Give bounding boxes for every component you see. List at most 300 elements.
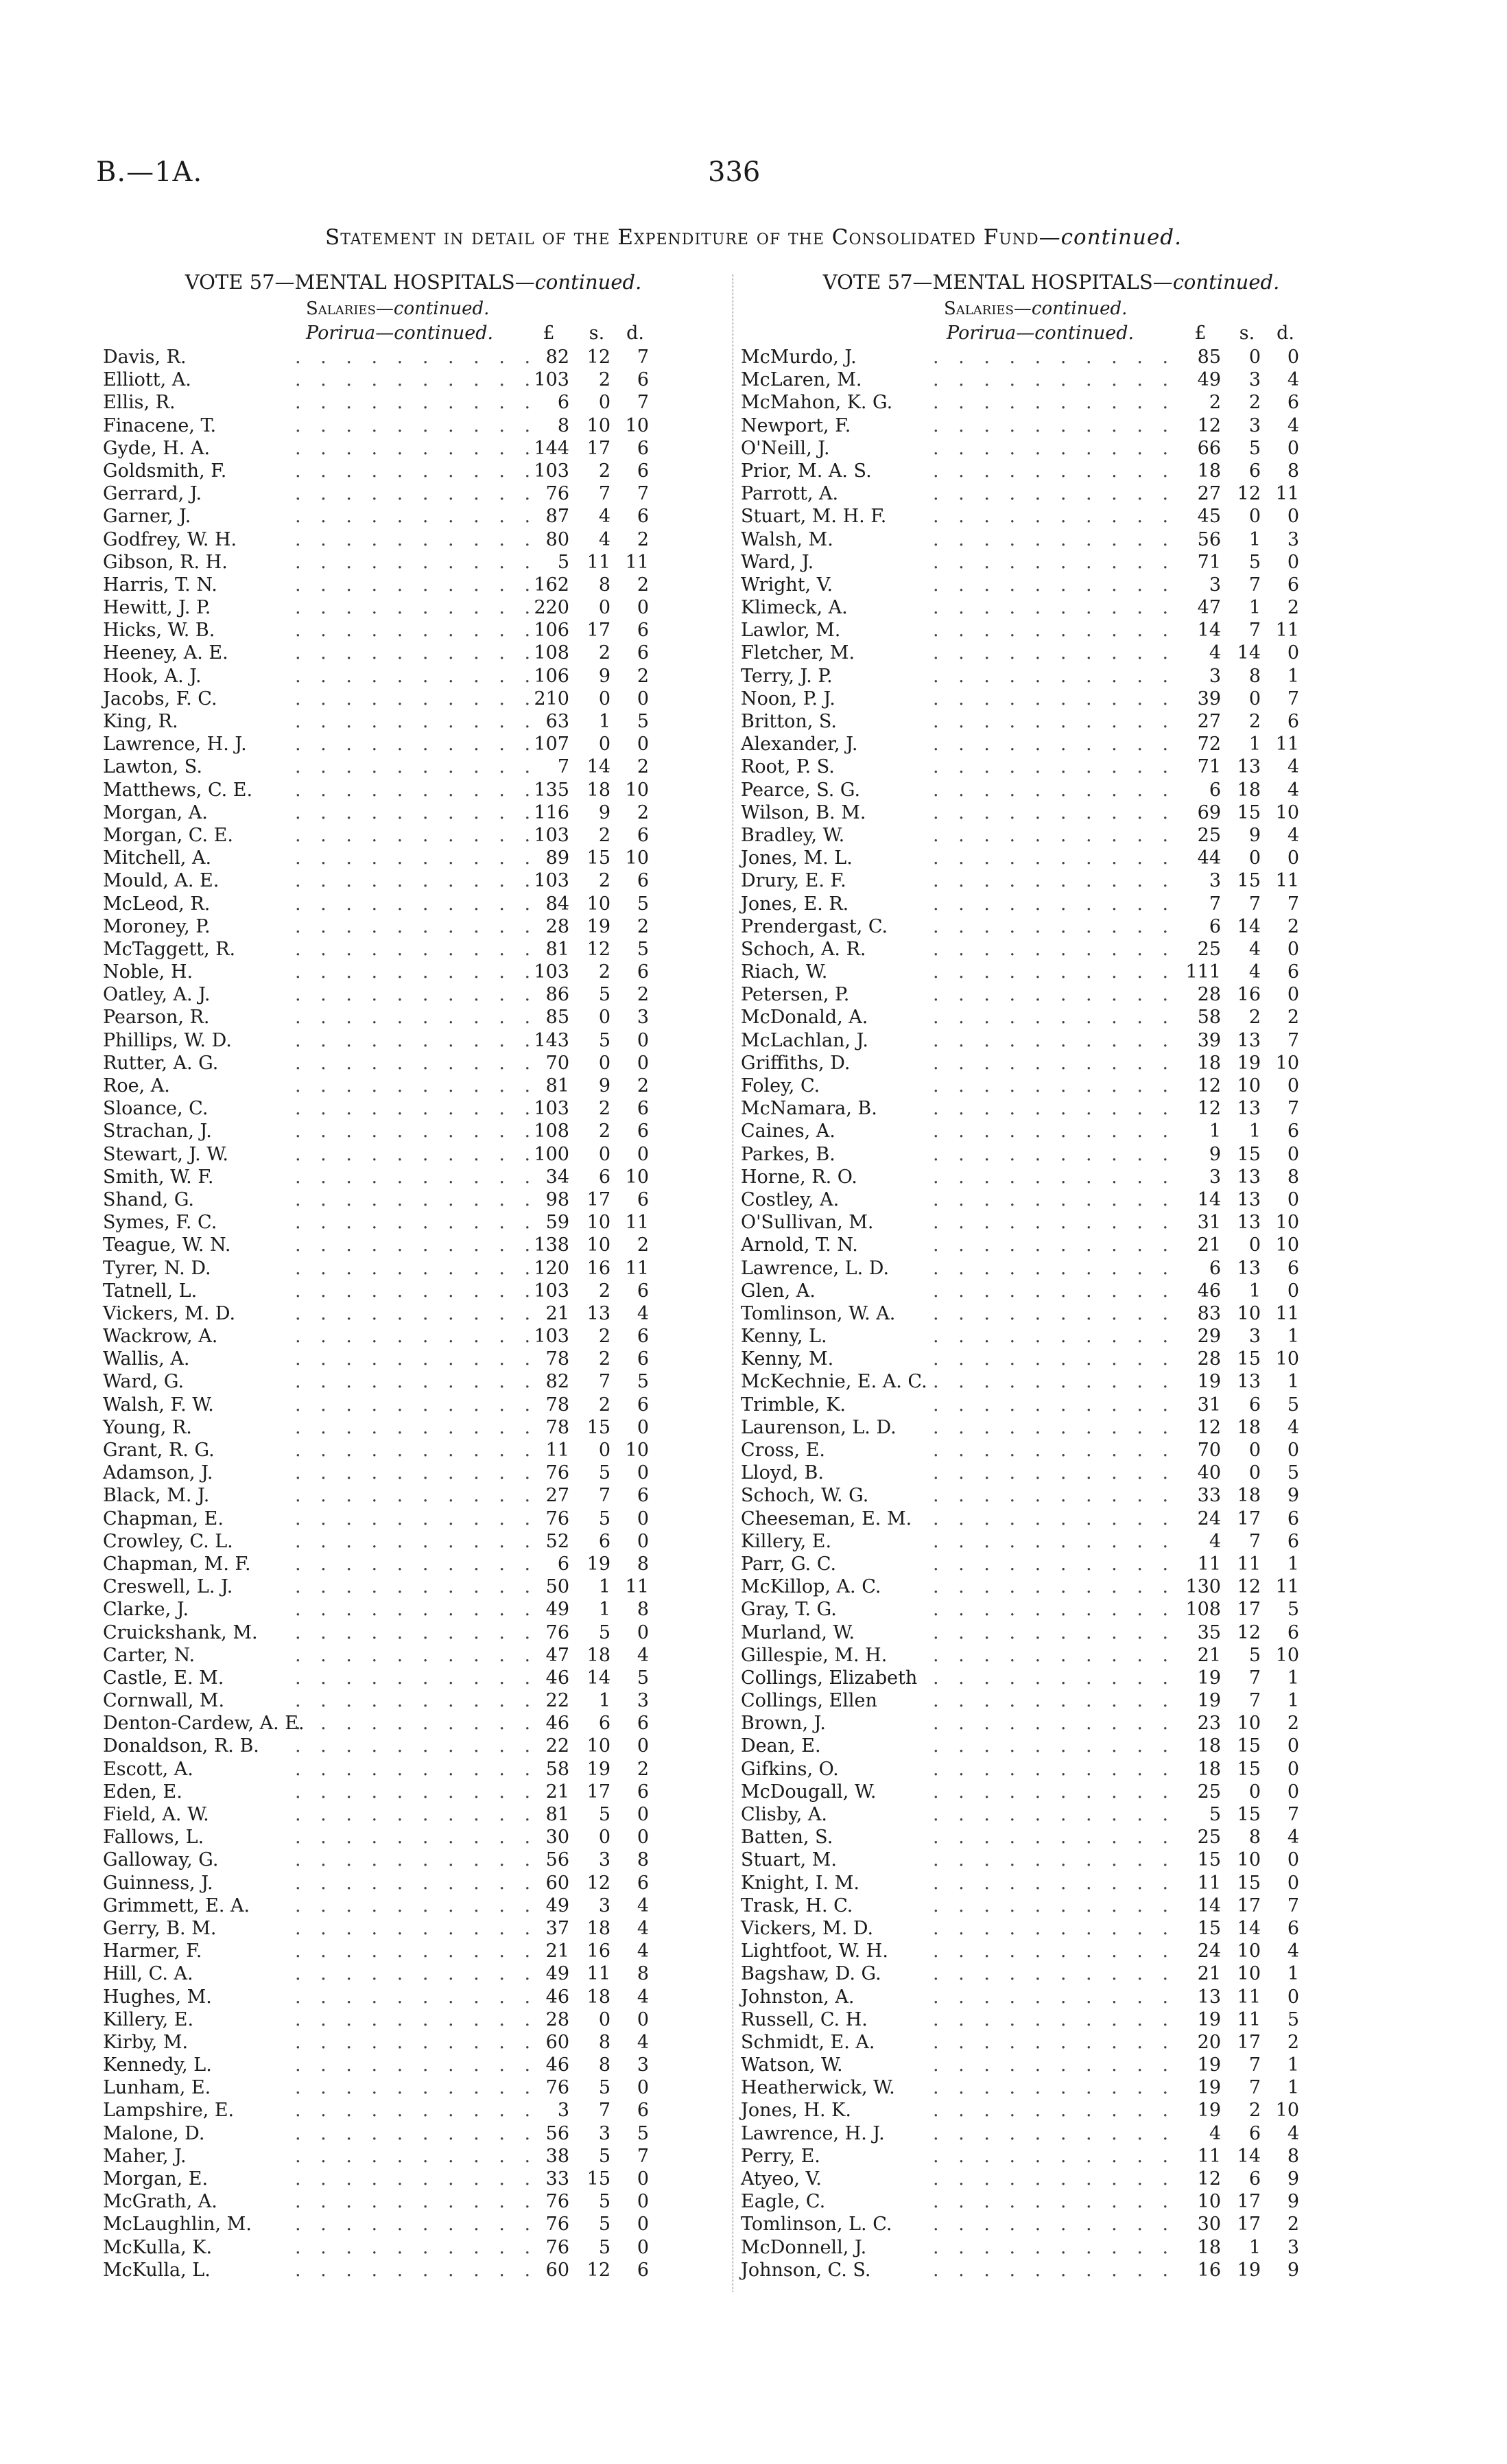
table-row	[741, 1962, 1362, 1985]
table-row	[741, 2008, 1362, 2031]
amount-shillings: 12	[1237, 1576, 1261, 1598]
table-row	[103, 619, 724, 642]
table-row	[741, 2122, 1362, 2145]
employee-name: Riach, W.	[741, 961, 828, 983]
vote-heading-lead: VOTE 57—MENTAL HOSPITALS—	[185, 270, 535, 294]
leader-dots: . . . . . . . . . .	[295, 620, 538, 642]
leader-dots: . . . . . . . . . .	[295, 347, 538, 368]
amount-shillings: 6	[598, 1166, 610, 1188]
amount-pounds: 18	[1197, 1758, 1221, 1780]
amount-pounds: 135	[534, 779, 569, 801]
vote-heading	[103, 268, 724, 296]
amount-pounds: 46	[545, 1667, 569, 1689]
leader-dots: . . . . . . . . . .	[933, 460, 1176, 482]
table-row	[103, 2076, 724, 2099]
amount-shillings: 15	[586, 2168, 610, 2190]
table-row	[103, 642, 724, 664]
employee-name: McTaggett, R.	[103, 938, 236, 960]
amount-shillings: 0	[1248, 847, 1261, 869]
amount-pence: 6	[637, 961, 649, 983]
amount-shillings: 0	[598, 2008, 610, 2030]
amount-pence: 0	[1287, 1075, 1299, 1096]
table-row	[103, 779, 724, 801]
amount-pounds: 6	[1209, 779, 1221, 801]
table-row	[741, 1917, 1362, 1940]
amount-pounds: 44	[1197, 847, 1221, 869]
amount-pounds: 22	[545, 1735, 569, 1757]
table-row	[741, 619, 1362, 642]
amount-pence: 0	[637, 734, 649, 755]
table-row	[741, 1166, 1362, 1188]
amount-pence: 9	[1287, 2259, 1299, 2281]
amount-pounds: 31	[1197, 1394, 1221, 1416]
leader-dots: . . . . . . . . . .	[933, 347, 1176, 368]
amount-pence: 6	[637, 1872, 649, 1894]
amount-pounds: 56	[545, 1849, 569, 1871]
amount-pounds: 4	[1209, 2122, 1221, 2144]
amount-pence: 0	[637, 1029, 649, 1051]
amount-pence: 5	[637, 711, 649, 732]
leader-dots: . . . . . . . . . .	[295, 961, 538, 983]
amount-shillings: 6	[1248, 1394, 1261, 1416]
table-row	[103, 1120, 724, 1142]
amount-shillings: 14	[1237, 2145, 1261, 2167]
table-row	[103, 733, 724, 755]
amount-shillings: 11	[1237, 1986, 1261, 2008]
table-row	[741, 1667, 1362, 1689]
amount-shillings: 18	[586, 1917, 610, 1939]
table-row	[103, 2099, 724, 2122]
leader-dots: . . . . . . . . . .	[295, 1644, 538, 1666]
table-row	[741, 1302, 1362, 1325]
leader-dots: . . . . . . . . . .	[933, 2031, 1176, 2053]
leader-dots: . . . . . . . . . .	[295, 1188, 538, 1210]
amount-shillings: 2	[598, 1394, 610, 1416]
amount-pounds: 25	[1197, 1827, 1221, 1849]
amount-pounds: 7	[557, 756, 569, 778]
employee-name: Cheeseman, E. M.	[741, 1507, 912, 1529]
amount-pounds: 30	[545, 1827, 569, 1849]
amount-pence: 3	[637, 1007, 649, 1029]
amount-pounds: 15	[1197, 1917, 1221, 1939]
leader-dots: . . . . . . . . . .	[933, 1781, 1176, 1803]
employee-name: Field, A. W.	[103, 1804, 209, 1825]
employee-name: Lloyd, B.	[741, 1462, 824, 1484]
amount-shillings: 0	[1248, 688, 1261, 709]
employee-name: Godfrey, W. H.	[103, 528, 237, 550]
amount-shillings: 0	[598, 597, 610, 619]
table-row	[741, 391, 1362, 414]
amount-pence: 6	[1287, 392, 1299, 414]
amount-shillings: 16	[586, 1257, 610, 1279]
employee-name: Gyde, H. A.	[103, 437, 211, 459]
subsection-heading-tail: continued.	[1034, 322, 1135, 344]
amount-pence: 6	[637, 1713, 649, 1735]
amount-shillings: 11	[1237, 2008, 1261, 2030]
leader-dots: . . . . . . . . . .	[933, 597, 1176, 619]
table-row	[103, 2145, 724, 2168]
employee-name: Brown, J.	[741, 1713, 826, 1735]
leader-dots: . . . . . . . . . .	[933, 1098, 1176, 1120]
leader-dots: . . . . . . . . . .	[933, 711, 1176, 732]
table-row	[103, 1211, 724, 1234]
table-row	[741, 414, 1362, 437]
pounds-column-header: £	[543, 322, 555, 344]
amount-pounds: 6	[1209, 1257, 1221, 1279]
amount-shillings: 15	[1237, 1872, 1261, 1894]
table-row	[741, 505, 1362, 528]
amount-pounds: 56	[545, 2122, 569, 2144]
amount-pounds: 76	[545, 1507, 569, 1529]
amount-pence: 4	[1287, 1416, 1299, 1438]
amount-pounds: 100	[534, 1143, 569, 1165]
table-row	[741, 847, 1362, 869]
amount-shillings: 8	[1248, 665, 1261, 687]
employee-name: Hicks, W. B.	[103, 620, 215, 642]
amount-pence: 2	[637, 984, 649, 1006]
leader-dots: . . . . . . . . . .	[933, 1052, 1176, 1074]
table-row	[741, 755, 1362, 778]
amount-pence: 10	[625, 414, 649, 436]
amount-pounds: 3	[1209, 1166, 1221, 1188]
employee-name: Clisby, A.	[741, 1804, 827, 1825]
employee-name: Gerry, B. M.	[103, 1917, 217, 1939]
vote-heading	[741, 268, 1362, 296]
amount-shillings: 7	[598, 1485, 610, 1507]
amount-pence: 4	[637, 1894, 649, 1916]
employee-name: Pearson, R.	[103, 1007, 210, 1029]
employee-name: Denton-Cardew, A. E.	[103, 1713, 305, 1735]
amount-shillings: 7	[1248, 1690, 1261, 1712]
amount-pence: 2	[1287, 2214, 1299, 2236]
table-row	[741, 1553, 1362, 1575]
employee-name: Davis, R.	[103, 347, 187, 368]
leader-dots: . . . . . . . . . .	[933, 1690, 1176, 1712]
amount-pounds: 81	[545, 1075, 569, 1096]
amount-shillings: 5	[598, 2145, 610, 2167]
amount-pounds: 59	[545, 1212, 569, 1234]
shillings-column-header: s.	[1239, 322, 1255, 344]
employee-name: Vickers, M. D.	[741, 1917, 874, 1939]
amount-pence: 6	[1287, 711, 1299, 732]
table-row	[103, 505, 724, 528]
employee-name: Perry, E.	[741, 2145, 820, 2167]
amount-pence: 2	[1287, 915, 1299, 937]
leader-dots: . . . . . . . . . .	[933, 483, 1176, 505]
employee-name: Gibson, R. H.	[103, 551, 228, 573]
amount-pounds: 76	[545, 2191, 569, 2213]
amount-pounds: 210	[534, 688, 569, 709]
amount-pence: 6	[637, 2259, 649, 2281]
amount-pounds: 63	[545, 711, 569, 732]
leader-dots: . . . . . . . . . .	[933, 2008, 1176, 2030]
left-column	[103, 268, 724, 2281]
amount-pence: 7	[1287, 1894, 1299, 1916]
employee-name: Russell, C. H.	[741, 2008, 868, 2030]
employee-name: Johnston, A.	[741, 1986, 855, 2008]
amount-shillings: 0	[598, 1827, 610, 1849]
employee-name: Klimeck, A.	[741, 597, 848, 619]
amount-pounds: 11	[545, 1440, 569, 1461]
amount-pence: 0	[637, 1507, 649, 1529]
employee-name: Goldsmith, F.	[103, 460, 227, 482]
amount-shillings: 6	[598, 1713, 610, 1735]
amount-pounds: 76	[545, 1462, 569, 1484]
table-row	[103, 368, 724, 391]
amount-pounds: 47	[545, 1644, 569, 1666]
table-row	[741, 551, 1362, 574]
leader-dots: . . . . . . . . . .	[933, 642, 1176, 664]
amount-pounds: 86	[545, 984, 569, 1006]
amount-pence: 11	[1275, 870, 1299, 892]
amount-pence: 2	[637, 1758, 649, 1780]
amount-shillings: 17	[1237, 1507, 1261, 1529]
table-row	[741, 460, 1362, 482]
leader-dots: . . . . . . . . . .	[933, 1758, 1176, 1780]
subsection-header	[741, 321, 1362, 346]
amount-pounds: 24	[1197, 1507, 1221, 1529]
table-row	[741, 938, 1362, 961]
leader-dots: . . . . . . . . . .	[933, 938, 1176, 960]
leader-dots: . . . . . . . . . .	[933, 2100, 1176, 2122]
amount-pounds: 20	[1197, 2031, 1221, 2053]
leader-dots: . . . . . . . . . .	[295, 1667, 538, 1689]
amount-shillings: 4	[1248, 938, 1261, 960]
employee-name: Creswell, L. J.	[103, 1576, 233, 1598]
amount-pounds: 49	[545, 1894, 569, 1916]
table-row	[103, 1849, 724, 1871]
subsection-heading	[947, 321, 1134, 346]
table-row	[103, 1917, 724, 1940]
employee-name: King, R.	[103, 711, 178, 732]
table-row	[741, 2236, 1362, 2259]
amount-pence: 2	[1287, 1007, 1299, 1029]
amount-pounds: 103	[534, 460, 569, 482]
employee-name: Vickers, M. D.	[103, 1302, 236, 1324]
leader-dots: . . . . . . . . . .	[933, 1188, 1176, 1210]
amount-shillings: 7	[1248, 620, 1261, 642]
amount-pence: 10	[1275, 1212, 1299, 1234]
leader-dots: . . . . . . . . . .	[295, 1827, 538, 1849]
leader-dots: . . . . . . . . . .	[933, 1667, 1176, 1689]
leader-dots: . . . . . . . . . .	[933, 1485, 1176, 1507]
amount-pounds: 8	[557, 414, 569, 436]
amount-pence: 8	[637, 1553, 649, 1575]
employee-name: Eagle, C.	[741, 2191, 826, 2213]
amount-pounds: 76	[545, 483, 569, 505]
employee-name: Britton, S.	[741, 711, 838, 732]
leader-dots: . . . . . . . . . .	[933, 779, 1176, 801]
leader-dots: . . . . . . . . . .	[295, 1098, 538, 1120]
leader-dots: . . . . . . . . . .	[933, 392, 1176, 414]
table-row	[103, 1689, 724, 1712]
employee-name: Root, P. S.	[741, 756, 835, 778]
amount-pounds: 46	[545, 1713, 569, 1735]
employee-name: Noon, P. J.	[741, 688, 835, 709]
amount-pence: 11	[1275, 1576, 1299, 1598]
leader-dots: . . . . . . . . . .	[933, 2054, 1176, 2076]
amount-pounds: 76	[545, 1621, 569, 1643]
table-row	[103, 1348, 724, 1370]
employee-name: Hewitt, J. P.	[103, 597, 211, 619]
leader-dots: . . . . . . . . . .	[295, 1758, 538, 1780]
amount-shillings: 12	[1237, 483, 1261, 505]
pence-column-header: d.	[1277, 322, 1294, 344]
employee-name: Galloway, G.	[103, 1849, 219, 1871]
employee-name: Jones, M. L.	[741, 847, 853, 869]
amount-shillings: 15	[586, 1416, 610, 1438]
employee-name: Lawrence, L. D.	[741, 1257, 890, 1279]
table-row	[103, 1621, 724, 1644]
table-row	[741, 1735, 1362, 1757]
amount-pence: 0	[1287, 1735, 1299, 1757]
employee-name: Heeney, A. E.	[103, 642, 228, 664]
subsection-header	[103, 321, 724, 346]
table-row	[103, 938, 724, 961]
leader-dots: . . . . . . . . . .	[295, 1621, 538, 1643]
employee-name: Symes, F. C.	[103, 1212, 217, 1234]
amount-pence: 6	[1287, 1507, 1299, 1529]
leader-dots: . . . . . . . . . .	[933, 1621, 1176, 1643]
table-row	[103, 1735, 724, 1757]
amount-pounds: 4	[1209, 1530, 1221, 1552]
amount-pence: 5	[1287, 1462, 1299, 1484]
table-row	[103, 391, 724, 414]
amount-pence: 4	[1287, 824, 1299, 846]
employee-name: Laurenson, L. D.	[741, 1416, 897, 1438]
employee-name: Horne, R. O.	[741, 1166, 857, 1188]
amount-pounds: 46	[545, 1986, 569, 2008]
employee-name: Finacene, T.	[103, 414, 217, 436]
leader-dots: . . . . . . . . . .	[295, 1326, 538, 1348]
leader-dots: . . . . . . . . . .	[295, 1440, 538, 1461]
amount-pence: 5	[637, 893, 649, 915]
table-row	[103, 528, 724, 551]
amount-pounds: 30	[1197, 2214, 1221, 2236]
table-row	[103, 1143, 724, 1166]
leader-dots: . . . . . . . . . .	[295, 506, 538, 528]
amount-pounds: 138	[534, 1234, 569, 1256]
employee-name: Parrott, A.	[741, 483, 839, 505]
amount-pounds: 82	[545, 347, 569, 368]
employee-name: Kennedy, L.	[103, 2054, 212, 2076]
amount-pence: 4	[637, 1644, 649, 1666]
employee-name: Strachan, J.	[103, 1120, 212, 1142]
amount-pence: 0	[1287, 1781, 1299, 1803]
amount-pence: 4	[1287, 1940, 1299, 1962]
amount-shillings: 3	[1248, 369, 1261, 391]
amount-pence: 6	[637, 1098, 649, 1120]
amount-pence: 6	[1287, 574, 1299, 596]
amount-pence: 4	[1287, 756, 1299, 778]
amount-pence: 0	[637, 1735, 649, 1757]
leader-dots: . . . . . . . . . .	[933, 688, 1176, 709]
leader-dots: . . . . . . . . . .	[933, 1075, 1176, 1096]
amount-shillings: 17	[1237, 1894, 1261, 1916]
amount-shillings: 14	[1237, 915, 1261, 937]
employee-name: Ellis, R.	[103, 392, 176, 414]
table-row	[103, 414, 724, 437]
amount-pounds: 19	[1197, 1667, 1221, 1689]
amount-pence: 6	[637, 1348, 649, 1370]
amount-shillings: 5	[598, 2077, 610, 2099]
leader-dots: . . . . . . . . . .	[295, 437, 538, 459]
employee-name: Parkes, B.	[741, 1143, 835, 1165]
amount-pence: 11	[625, 1576, 649, 1598]
amount-pounds: 21	[545, 1302, 569, 1324]
leader-dots: . . . . . . . . . .	[295, 1394, 538, 1416]
employee-name: Schoch, A. R.	[741, 938, 866, 960]
amount-pounds: 6	[557, 1553, 569, 1575]
amount-pence: 7	[637, 2145, 649, 2167]
employee-name: Kirby, M.	[103, 2031, 189, 2053]
employee-name: Batten, S.	[741, 1827, 833, 1849]
amount-shillings: 2	[598, 1120, 610, 1142]
leader-dots: . . . . . . . . . .	[933, 2168, 1176, 2190]
table-row	[741, 1598, 1362, 1621]
employee-name: Ward, J.	[741, 551, 814, 573]
table-row	[103, 1484, 724, 1507]
leader-dots: . . . . . . . . . .	[933, 1530, 1176, 1552]
employee-name: Wallis, A.	[103, 1348, 190, 1370]
amount-shillings: 18	[1237, 1485, 1261, 1507]
leader-dots: . . . . . . . . . .	[933, 1963, 1176, 1985]
amount-pounds: 116	[534, 801, 569, 823]
employee-name: Black, M. J.	[103, 1485, 210, 1507]
amount-pounds: 162	[534, 574, 569, 596]
amount-pounds: 25	[1197, 1781, 1221, 1803]
table-row	[103, 2259, 724, 2281]
leader-dots: . . . . . . . . . .	[295, 2214, 538, 2236]
amount-shillings: 14	[586, 1667, 610, 1689]
amount-shillings: 15	[1237, 1143, 1261, 1165]
amount-pence: 0	[637, 2077, 649, 2099]
amount-shillings: 1	[1248, 1280, 1261, 1302]
amount-shillings: 10	[586, 1735, 610, 1757]
table-row	[741, 1621, 1362, 1644]
employee-name: Cross, E.	[741, 1440, 825, 1461]
employee-name: Tomlinson, L. C.	[741, 2214, 892, 2236]
leader-dots: . . . . . . . . . .	[295, 1849, 538, 1871]
employee-name: McDougall, W.	[741, 1781, 877, 1803]
amount-pence: 3	[1287, 2236, 1299, 2258]
amount-shillings: 2	[598, 369, 610, 391]
table-row	[103, 460, 724, 482]
amount-pounds: 13	[1197, 1986, 1221, 2008]
table-row	[741, 2031, 1362, 2054]
leader-dots: . . . . . . . . . .	[295, 483, 538, 505]
table-row	[741, 1689, 1362, 1712]
employee-name: McKechnie, E. A. C.	[741, 1371, 927, 1393]
leader-dots: . . . . . . . . . .	[295, 1257, 538, 1279]
employee-name: Parr, G. C.	[741, 1553, 837, 1575]
amount-shillings: 19	[586, 915, 610, 937]
amount-shillings: 2	[598, 460, 610, 482]
employee-name: Jones, E. R.	[741, 893, 849, 915]
amount-pence: 11	[1275, 620, 1299, 642]
employee-name: Cruickshank, M.	[103, 1621, 258, 1643]
amount-pence: 10	[1275, 1348, 1299, 1370]
amount-pence: 4	[637, 1302, 649, 1324]
table-row	[741, 1052, 1362, 1075]
employee-name: Eden, E.	[103, 1781, 182, 1803]
employee-name: Knight, I. M.	[741, 1872, 859, 1894]
amount-pence: 4	[1287, 779, 1299, 801]
leader-dots: . . . . . . . . . .	[295, 1348, 538, 1370]
table-row	[103, 1097, 724, 1120]
employee-name: Lightfoot, W. H.	[741, 1940, 888, 1962]
employee-name: Stuart, M.	[741, 1849, 837, 1871]
